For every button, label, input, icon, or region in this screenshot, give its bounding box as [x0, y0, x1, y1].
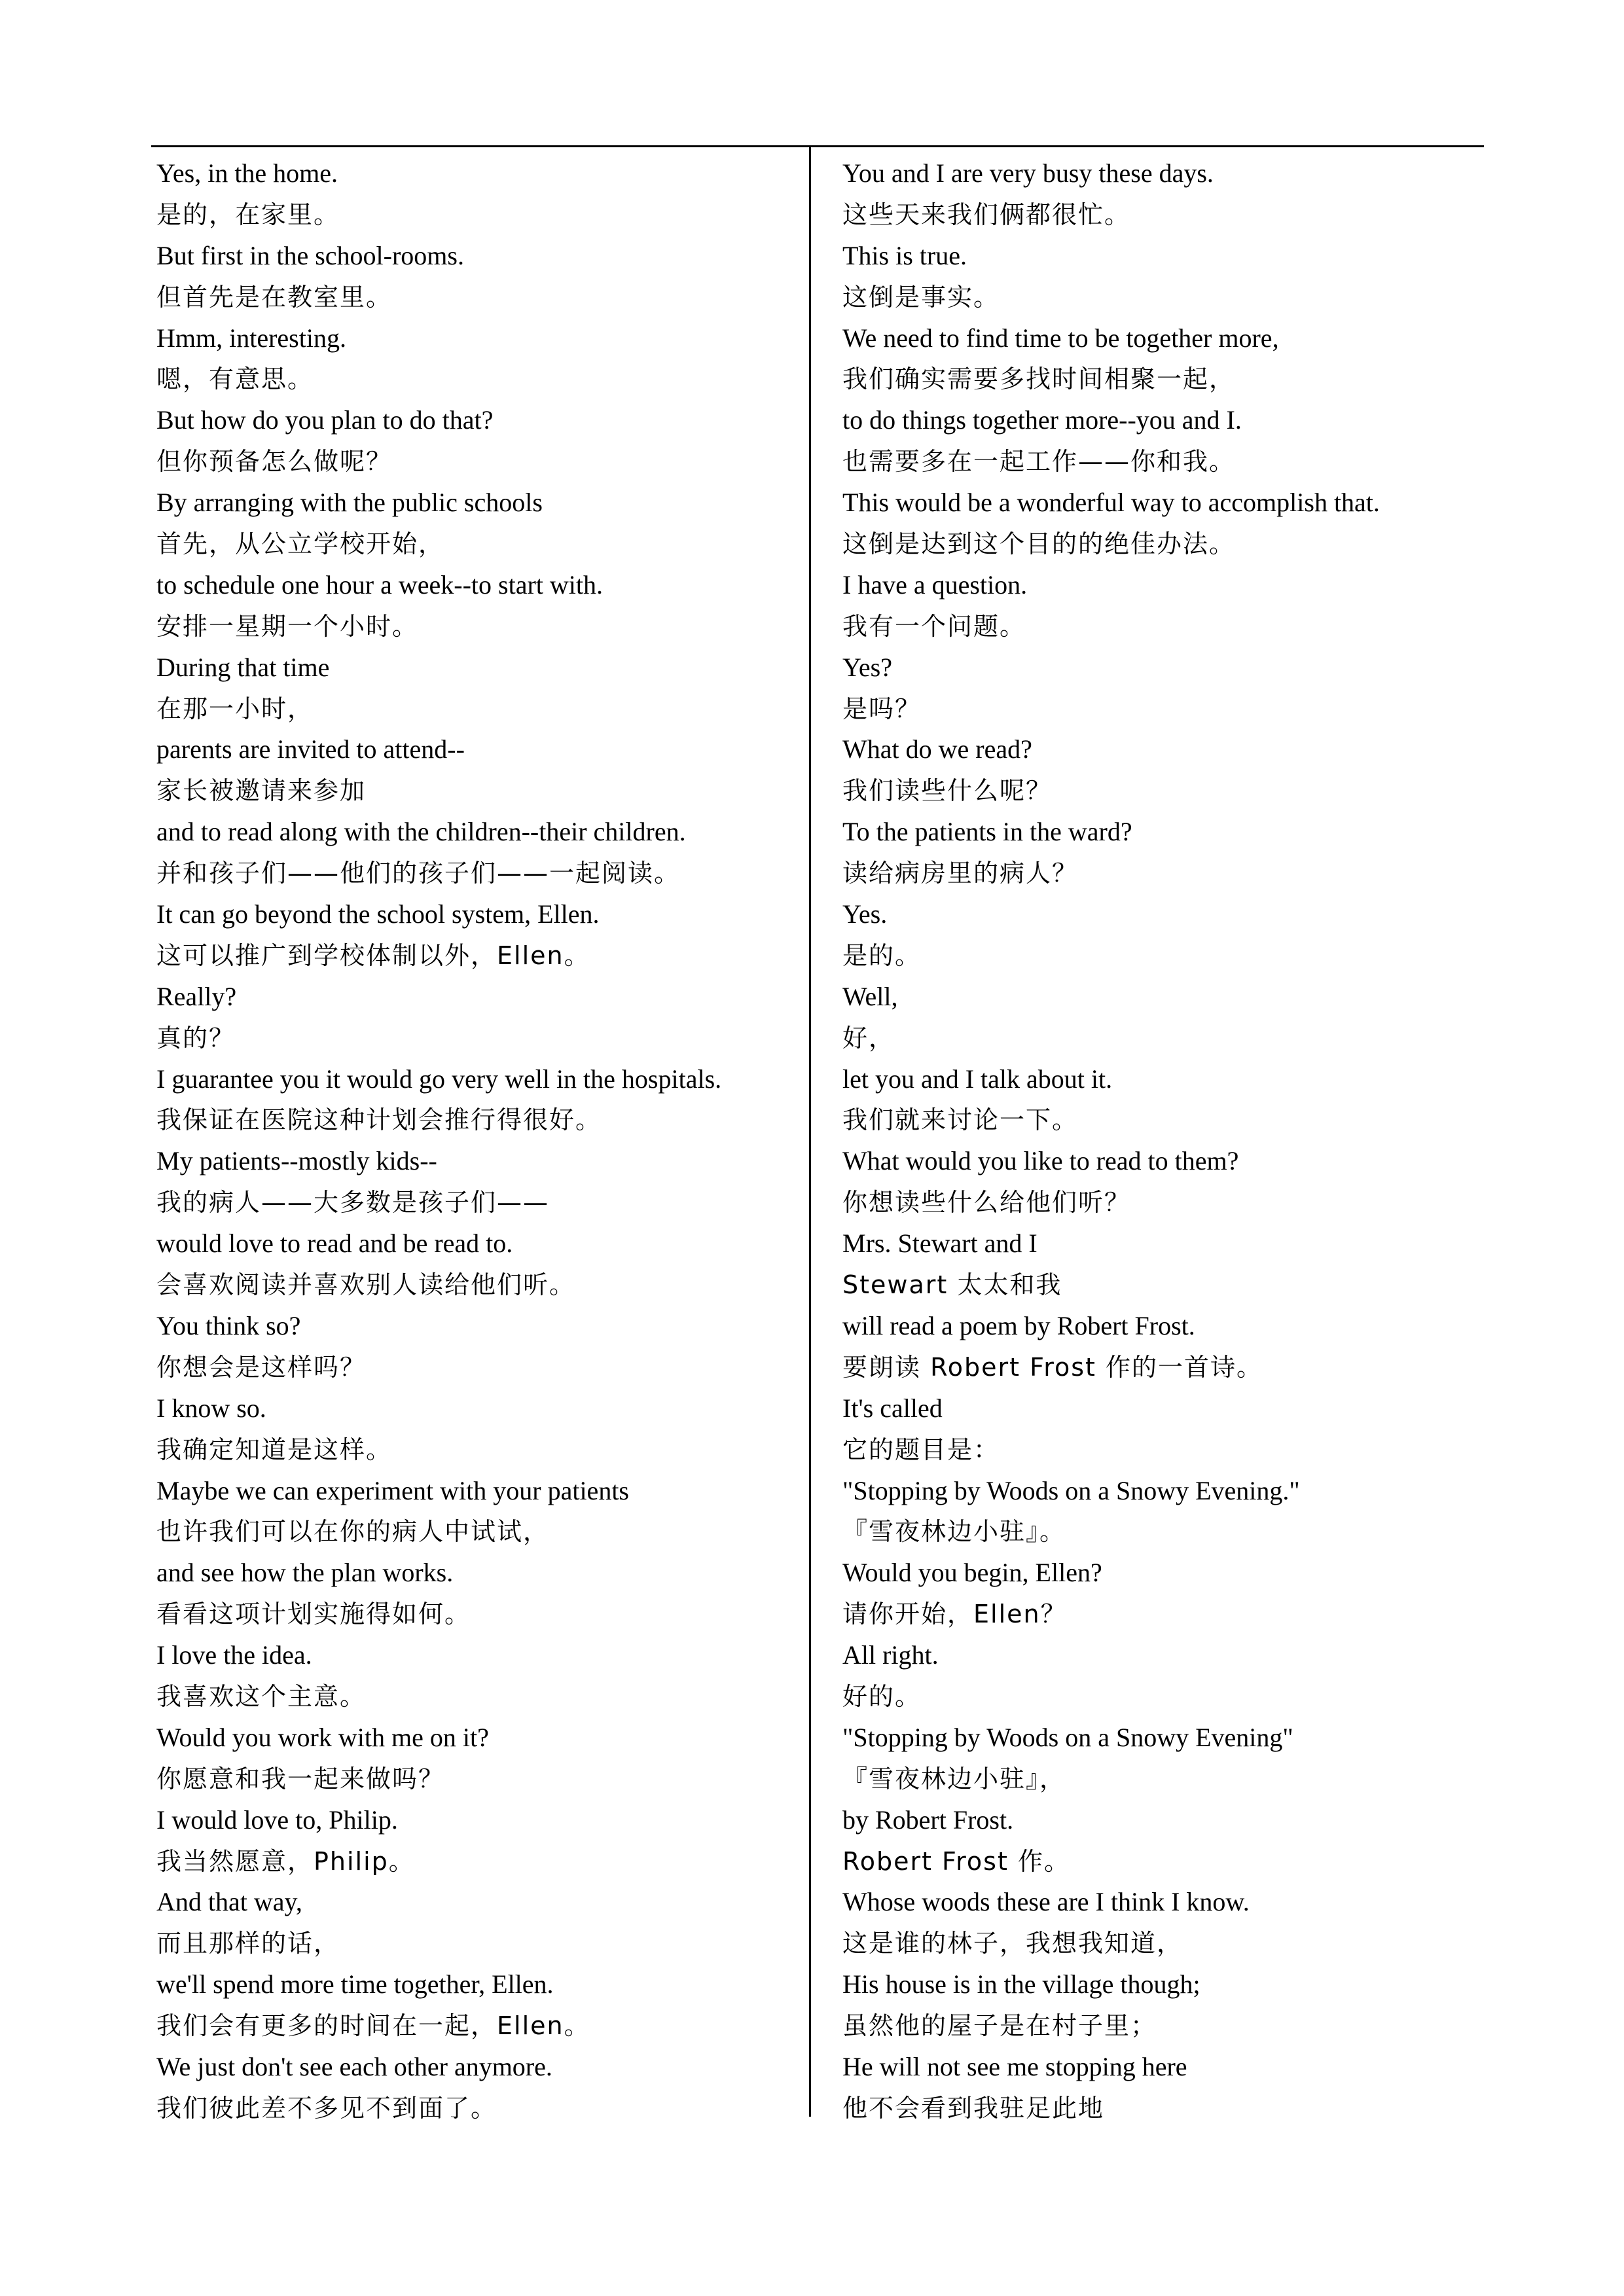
chinese-line: 虽然他的屋子是在村子里；: [842, 2011, 1157, 2041]
chinese-line: 你想会是这样吗？: [156, 1352, 367, 1382]
english-line: "Stopping by Woods on a Snowy Evening.": [842, 1475, 1300, 1505]
chinese-line: 我们读些什么呢？: [842, 776, 1053, 806]
english-line: Whose woods these are I think I know.: [842, 1887, 1250, 1917]
english-line: You think so?: [156, 1310, 301, 1340]
chinese-line: Robert Frost 作。: [842, 1846, 1070, 1876]
english-line: During that time: [156, 652, 330, 682]
english-line: You and I are very busy these days.: [842, 158, 1214, 188]
chinese-line: 看看这项计划实施得如何。: [156, 1600, 471, 1629]
chinese-line: Stewart 太太和我: [842, 1270, 1062, 1300]
chinese-line: 读给病房里的病人？: [842, 859, 1079, 888]
english-line: will read a poem by Robert Frost.: [842, 1310, 1195, 1340]
english-line: By arranging with the public schools: [156, 488, 543, 518]
english-line: "Stopping by Woods on a Snowy Evening": [842, 1722, 1293, 1752]
chinese-line: 而且那样的话，: [156, 1929, 340, 1958]
chinese-line: 但你预备怎么做呢？: [156, 447, 393, 476]
chinese-line: 是的，在家里。: [156, 200, 340, 229]
english-line: And that way,: [156, 1887, 302, 1917]
english-line: Would you work with me on it?: [156, 1722, 489, 1752]
chinese-line: 好的。: [842, 1681, 922, 1711]
english-line: His house is in the village though;: [842, 1969, 1200, 2000]
chinese-line: 首先，从公立学校开始，: [156, 529, 445, 559]
chinese-line: 我当然愿意，Philip。: [156, 1846, 415, 1876]
chinese-line: 安排一星期一个小时。: [156, 611, 419, 641]
english-line: and to read along with the children--their children.: [156, 817, 686, 847]
chinese-line: 我们确实需要多找时间相聚一起，: [842, 365, 1236, 394]
english-line: Yes?: [842, 652, 892, 682]
english-line: by Robert Frost.: [842, 1804, 1014, 1835]
chinese-line: 我保证在医院这种计划会推行得很好。: [156, 1105, 602, 1135]
english-line: We just don't see each other anymore.: [156, 2051, 552, 2081]
english-line: I guarantee you it would go very well in the hospitals.: [156, 1064, 722, 1094]
english-line: We need to find time to be together more,: [842, 323, 1279, 353]
chinese-line: 我确定知道是这样。: [156, 1435, 393, 1464]
chinese-line: 请你开始，Ellen？: [842, 1600, 1067, 1629]
chinese-line: 这些天来我们俩都很忙。: [842, 200, 1131, 229]
english-line: Maybe we can experiment with your patients: [156, 1475, 629, 1505]
english-line: I know so.: [156, 1393, 266, 1423]
english-line: All right.: [842, 1640, 939, 1670]
chinese-line: 我们就来讨论一下。: [842, 1105, 1079, 1135]
chinese-line: 是的。: [842, 941, 922, 970]
chinese-line: 并和孩子们——他们的孩子们——一起阅读。: [156, 859, 681, 888]
english-line: Hmm, interesting.: [156, 323, 346, 353]
english-line: Really?: [156, 981, 237, 1011]
chinese-line: 要朗读 Robert Frost 作的一首诗。: [842, 1352, 1263, 1382]
chinese-line: 我有一个问题。: [842, 611, 1026, 641]
chinese-line: 这可以推广到学校体制以外，Ellen。: [156, 941, 590, 970]
chinese-line: 但首先是在教室里。: [156, 282, 393, 312]
chinese-line: 也需要多在一起工作——你和我。: [842, 447, 1236, 476]
chinese-line: 会喜欢阅读并喜欢别人读给他们听。: [156, 1270, 576, 1300]
chinese-line: 这倒是达到这个目的的绝佳办法。: [842, 529, 1236, 559]
english-line: I have a question.: [842, 569, 1028, 600]
chinese-line: 是吗？: [842, 694, 922, 723]
english-line: This would be a wonderful way to accomplish that.: [842, 488, 1380, 518]
english-line: Yes.: [842, 899, 888, 929]
english-line: To the patients in the ward?: [842, 817, 1132, 847]
english-line: to schedule one hour a week--to start with.: [156, 569, 604, 600]
chinese-line: 他不会看到我驻足此地: [842, 2093, 1105, 2123]
english-line: Mrs. Stewart and I: [842, 1229, 1038, 1259]
english-line: let you and I talk about it.: [842, 1064, 1113, 1094]
chinese-line: 『雪夜林边小驻』。: [842, 1517, 1066, 1547]
left-column: [156, 153, 811, 2129]
english-line: My patients--mostly kids--: [156, 1146, 437, 1176]
chinese-line: 我们彼此差不多见不到面了。: [156, 2093, 497, 2123]
english-line: But how do you plan to do that?: [156, 405, 494, 435]
english-line: we'll spend more time together, Ellen.: [156, 1969, 554, 2000]
chinese-line: 『雪夜林边小驻』，: [842, 1764, 1066, 1793]
english-line: I would love to, Philip.: [156, 1804, 398, 1835]
english-line: Well,: [842, 981, 898, 1011]
english-line: But first in the school-rooms.: [156, 240, 464, 270]
english-line: would love to read and be read to.: [156, 1229, 513, 1259]
english-line: What do we read?: [842, 734, 1032, 764]
english-line: and see how the plan works.: [156, 1558, 454, 1588]
english-line: What would you like to read to them?: [842, 1146, 1239, 1176]
chinese-line: 真的？: [156, 1023, 236, 1052]
chinese-line: 你愿意和我一起来做吗？: [156, 1764, 445, 1793]
chinese-line: 家长被邀请来参加: [156, 776, 367, 806]
chinese-line: 它的题目是：: [842, 1435, 1000, 1464]
chinese-line: 好，: [842, 1023, 895, 1052]
top-rule: [151, 145, 1484, 147]
english-line: Would you begin, Ellen?: [842, 1558, 1102, 1588]
chinese-line: 我喜欢这个主意。: [156, 1681, 367, 1711]
chinese-line: 嗯，有意思。: [156, 365, 314, 394]
english-line: It can go beyond the school system, Ellen.: [156, 899, 600, 929]
chinese-line: 这是谁的林子，我想我知道，: [842, 1929, 1183, 1958]
english-line: He will not see me stopping here: [842, 2051, 1187, 2081]
english-line: Yes, in the home.: [156, 158, 338, 188]
chinese-line: 你想读些什么给他们听？: [842, 1188, 1131, 1217]
english-line: I love the idea.: [156, 1640, 312, 1670]
chinese-line: 我们会有更多的时间在一起，Ellen。: [156, 2011, 590, 2041]
chinese-line: 我的病人——大多数是孩子们——: [156, 1188, 550, 1217]
right-column: [842, 153, 1497, 2129]
english-line: This is true.: [842, 240, 967, 270]
chinese-line: 在那一小时，: [156, 694, 314, 723]
chinese-line: 这倒是事实。: [842, 282, 1000, 312]
chinese-line: 也许我们可以在你的病人中试试，: [156, 1517, 550, 1547]
english-line: to do things together more--you and I.: [842, 405, 1242, 435]
english-line: parents are invited to attend--: [156, 734, 465, 764]
english-line: It's called: [842, 1393, 943, 1423]
